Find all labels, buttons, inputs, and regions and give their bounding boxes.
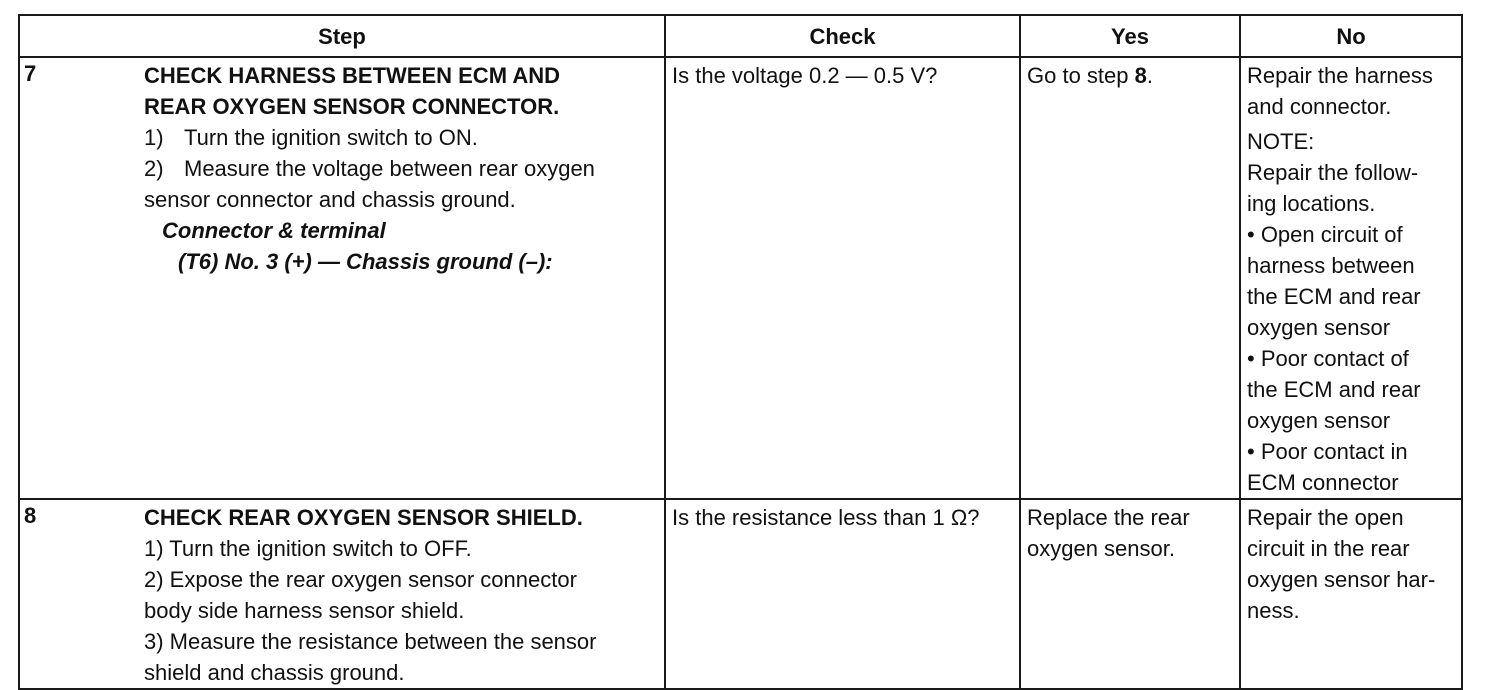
substep: 1) Turn the ignition switch to ON.	[144, 125, 478, 150]
yes-text: oxygen sensor.	[1027, 536, 1175, 561]
step-title: REAR OXYGEN SENSOR CONNECTOR.	[144, 94, 560, 119]
substep-continuation: sensor connector and chassis ground.	[144, 187, 516, 212]
check-cell	[665, 57, 1020, 499]
header-no: No	[1240, 15, 1462, 57]
no-text: Repair the harness	[1247, 63, 1433, 88]
no-cell	[1240, 499, 1462, 689]
note-text: Repair the follow-	[1247, 160, 1419, 185]
step-number: 8	[24, 503, 37, 528]
step-title: CHECK REAR OXYGEN SENSOR SHIELD.	[144, 505, 583, 530]
check-text: Is the resistance less than 1 Ω?	[672, 505, 980, 530]
no-text: oxygen sensor har-	[1247, 567, 1436, 592]
table-row	[19, 57, 1462, 499]
step-cell	[19, 499, 665, 689]
bullet-item: ECM connector	[1247, 470, 1399, 495]
check-text: Is the voltage 0.2 — 0.5 V?	[672, 63, 938, 88]
header-yes: Yes	[1020, 15, 1240, 57]
note-label: NOTE:	[1247, 129, 1315, 154]
substep: 2) Expose the rear oxygen sensor connector	[144, 567, 577, 592]
table-row	[19, 499, 1462, 689]
bullet-item: • Poor contact in	[1247, 439, 1408, 464]
connector-value: (T6) No. 3 (+) — Chassis ground (–):	[178, 249, 553, 274]
yes-cell	[1020, 499, 1240, 689]
bullet-item: • Open circuit of	[1247, 222, 1403, 247]
check-cell	[665, 499, 1020, 689]
bullet-item: • Poor contact of	[1247, 346, 1409, 371]
yes-cell	[1020, 57, 1240, 499]
bullet-item: oxygen sensor	[1247, 315, 1391, 340]
step-number: 7	[24, 61, 37, 86]
substep: 3) Measure the resistance between the sensor	[144, 629, 597, 654]
diagnostic-table	[18, 14, 1463, 690]
step-title: CHECK HARNESS BETWEEN ECM AND	[144, 63, 560, 88]
no-text: ness.	[1247, 598, 1300, 623]
substep: 1) Turn the ignition switch to OFF.	[144, 536, 472, 561]
header-step: Step	[19, 15, 665, 57]
bullet-item: the ECM and rear	[1247, 377, 1421, 402]
step-reference: 8	[1134, 63, 1147, 88]
yes-text: Go to step 8.	[1027, 63, 1153, 88]
bullet-item: oxygen sensor	[1247, 408, 1391, 433]
no-text: and connector.	[1247, 94, 1392, 119]
substep: 2) Measure the voltage between rear oxygen	[144, 156, 595, 181]
bullet-item: harness between	[1247, 253, 1415, 278]
substep-continuation: shield and chassis ground.	[144, 660, 405, 685]
header-row	[19, 15, 1462, 57]
connector-label: Connector & terminal	[162, 218, 386, 243]
no-text: circuit in the rear	[1247, 536, 1410, 561]
substep-continuation: body side harness sensor shield.	[144, 598, 465, 623]
yes-text: Replace the rear	[1027, 505, 1190, 530]
note-text: ing locations.	[1247, 191, 1376, 216]
no-cell	[1240, 57, 1462, 499]
bullet-item: the ECM and rear	[1247, 284, 1421, 309]
header-check: Check	[665, 15, 1020, 57]
no-text: Repair the open	[1247, 505, 1404, 530]
step-cell	[19, 57, 665, 499]
